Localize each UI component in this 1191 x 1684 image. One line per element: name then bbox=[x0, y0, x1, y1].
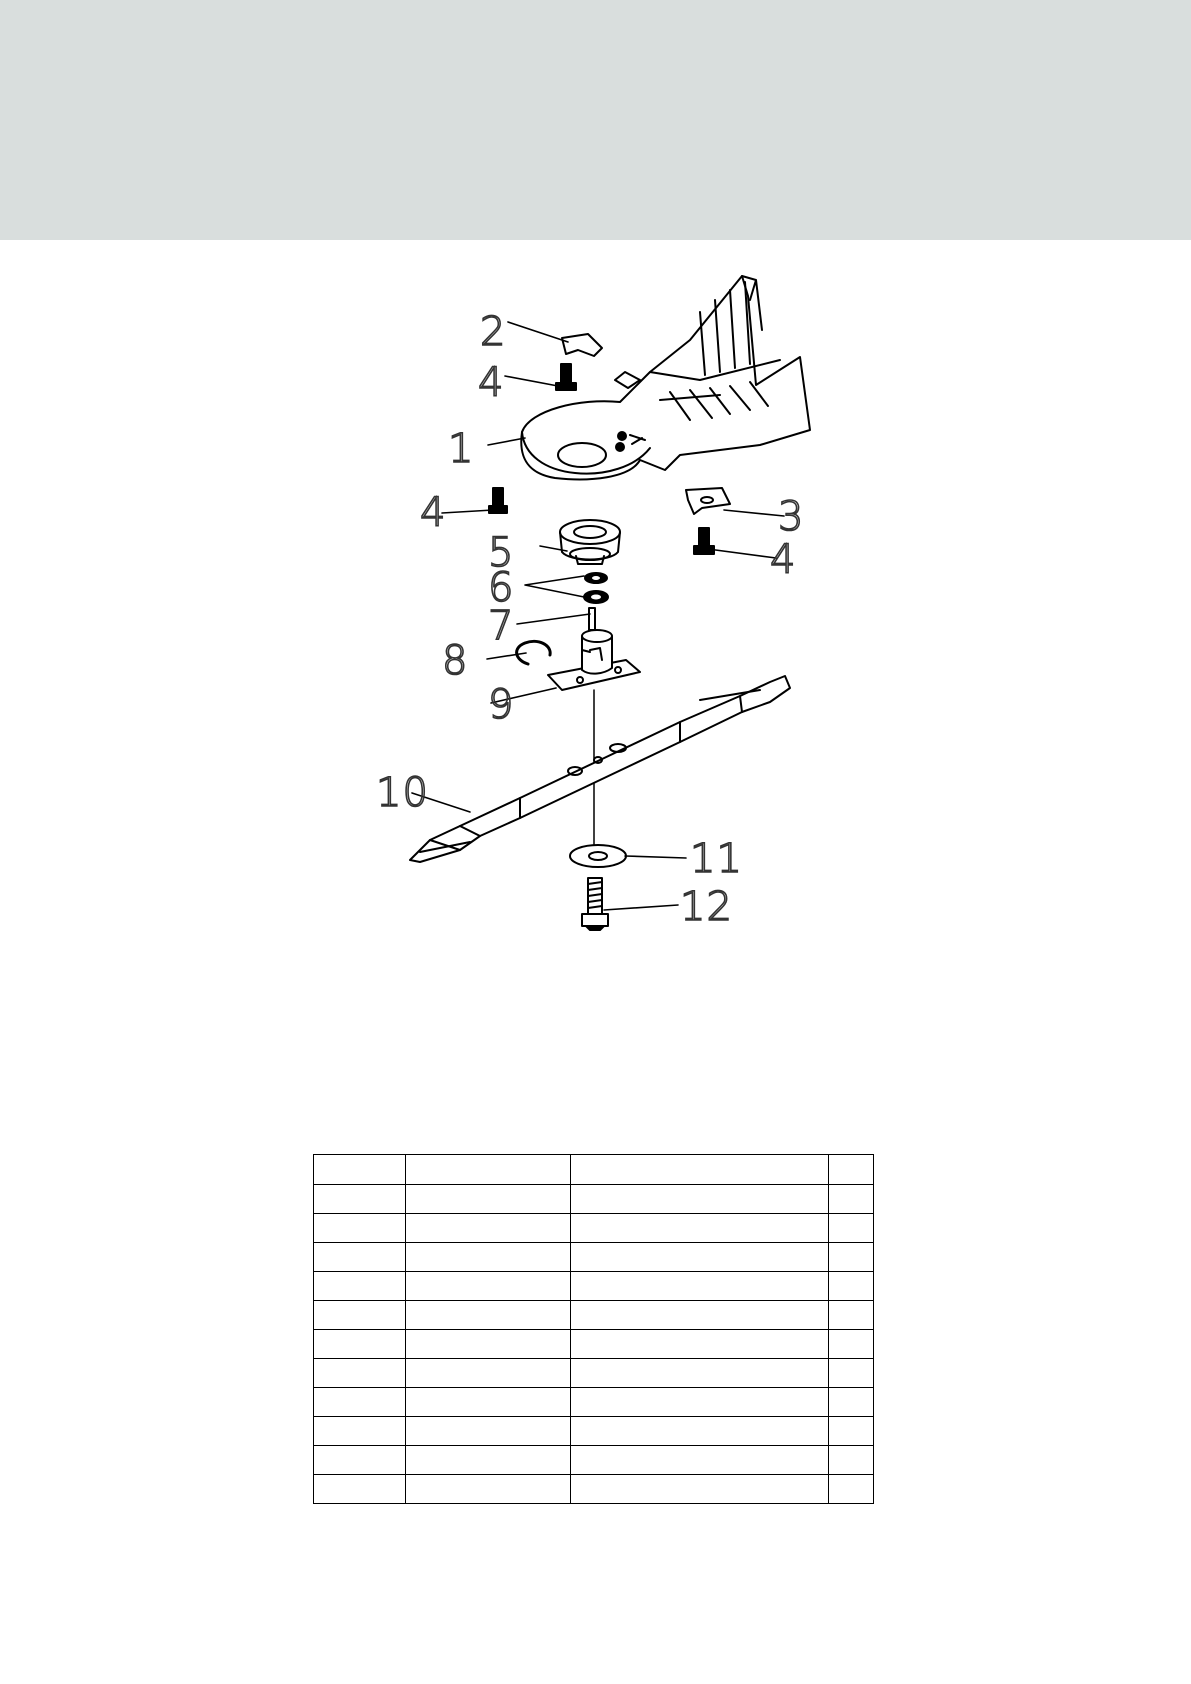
table-cell bbox=[406, 1359, 571, 1388]
callout-10: 10 bbox=[376, 770, 429, 816]
callout-11: 11 bbox=[690, 836, 743, 882]
table-cell bbox=[314, 1446, 406, 1475]
callout-12: 12 bbox=[680, 884, 733, 930]
table-cell bbox=[829, 1359, 874, 1388]
table-cell bbox=[829, 1475, 874, 1504]
callout-4-top: 4 bbox=[478, 360, 505, 406]
table-cell bbox=[406, 1417, 571, 1446]
table-cell bbox=[571, 1330, 829, 1359]
table-cell bbox=[571, 1359, 829, 1388]
washer-11 bbox=[570, 845, 626, 867]
header-cell bbox=[829, 1155, 874, 1185]
table-row bbox=[314, 1301, 874, 1330]
table-cell bbox=[314, 1301, 406, 1330]
table-cell bbox=[829, 1417, 874, 1446]
callout-1: 1 bbox=[448, 426, 475, 472]
adapter-9 bbox=[548, 630, 640, 690]
table-cell bbox=[571, 1272, 829, 1301]
bracket-2 bbox=[562, 334, 602, 356]
table-row bbox=[314, 1272, 874, 1301]
table-cell bbox=[406, 1243, 571, 1272]
callout-3: 3 bbox=[778, 494, 805, 540]
table-cell bbox=[571, 1185, 829, 1214]
header-band bbox=[0, 0, 1191, 240]
table-cell bbox=[829, 1272, 874, 1301]
header-cell bbox=[571, 1155, 829, 1185]
table-cell bbox=[571, 1301, 829, 1330]
parts-table bbox=[313, 1154, 874, 1504]
callout-2: 2 bbox=[480, 309, 507, 355]
table-cell bbox=[571, 1475, 829, 1504]
table-cell bbox=[314, 1185, 406, 1214]
table-row bbox=[314, 1475, 874, 1504]
table-cell bbox=[829, 1214, 874, 1243]
pin-7 bbox=[589, 608, 595, 630]
table-cell bbox=[406, 1185, 571, 1214]
table-header-row bbox=[314, 1155, 874, 1185]
table-cell bbox=[406, 1475, 571, 1504]
table-row bbox=[314, 1330, 874, 1359]
bolt-12 bbox=[582, 878, 608, 930]
table-cell bbox=[571, 1446, 829, 1475]
table-row bbox=[314, 1388, 874, 1417]
callout-7: 7 bbox=[488, 603, 515, 649]
bushing-5 bbox=[560, 520, 620, 564]
bolt-4b bbox=[489, 488, 507, 513]
table-cell bbox=[406, 1214, 571, 1243]
table-row bbox=[314, 1243, 874, 1272]
callout-5: 5 bbox=[488, 530, 515, 576]
callout-9: 9 bbox=[488, 682, 515, 728]
header-cell bbox=[314, 1155, 406, 1185]
bolt-4a bbox=[556, 364, 576, 390]
table-cell bbox=[829, 1446, 874, 1475]
table-cell bbox=[829, 1388, 874, 1417]
callout-4-right: 4 bbox=[770, 537, 797, 583]
circlip-8 bbox=[517, 641, 551, 664]
table-cell bbox=[571, 1417, 829, 1446]
table-cell bbox=[406, 1272, 571, 1301]
table-cell bbox=[314, 1214, 406, 1243]
table-row bbox=[314, 1214, 874, 1243]
table-cell bbox=[406, 1330, 571, 1359]
table-cell bbox=[314, 1243, 406, 1272]
table-cell bbox=[314, 1475, 406, 1504]
table-cell bbox=[571, 1243, 829, 1272]
table-row bbox=[314, 1417, 874, 1446]
table-cell bbox=[406, 1388, 571, 1417]
table-row bbox=[314, 1185, 874, 1214]
table-cell bbox=[829, 1185, 874, 1214]
table-cell bbox=[829, 1330, 874, 1359]
blade-10 bbox=[410, 676, 790, 862]
exploded-parts-diagram bbox=[0, 250, 1191, 950]
table-cell bbox=[829, 1243, 874, 1272]
table-cell bbox=[314, 1272, 406, 1301]
table-cell bbox=[829, 1301, 874, 1330]
table-cell bbox=[314, 1417, 406, 1446]
callout-6: 6 bbox=[488, 565, 515, 611]
header-cell bbox=[406, 1155, 571, 1185]
table-row bbox=[314, 1446, 874, 1475]
table-cell bbox=[406, 1301, 571, 1330]
table-row bbox=[314, 1359, 874, 1388]
table-cell bbox=[406, 1446, 571, 1475]
table-cell bbox=[314, 1359, 406, 1388]
callout-4-left: 4 bbox=[420, 490, 447, 536]
table-cell bbox=[571, 1214, 829, 1243]
callout-8: 8 bbox=[442, 638, 469, 684]
table-cell bbox=[314, 1388, 406, 1417]
table-cell bbox=[314, 1330, 406, 1359]
table-cell bbox=[571, 1388, 829, 1417]
